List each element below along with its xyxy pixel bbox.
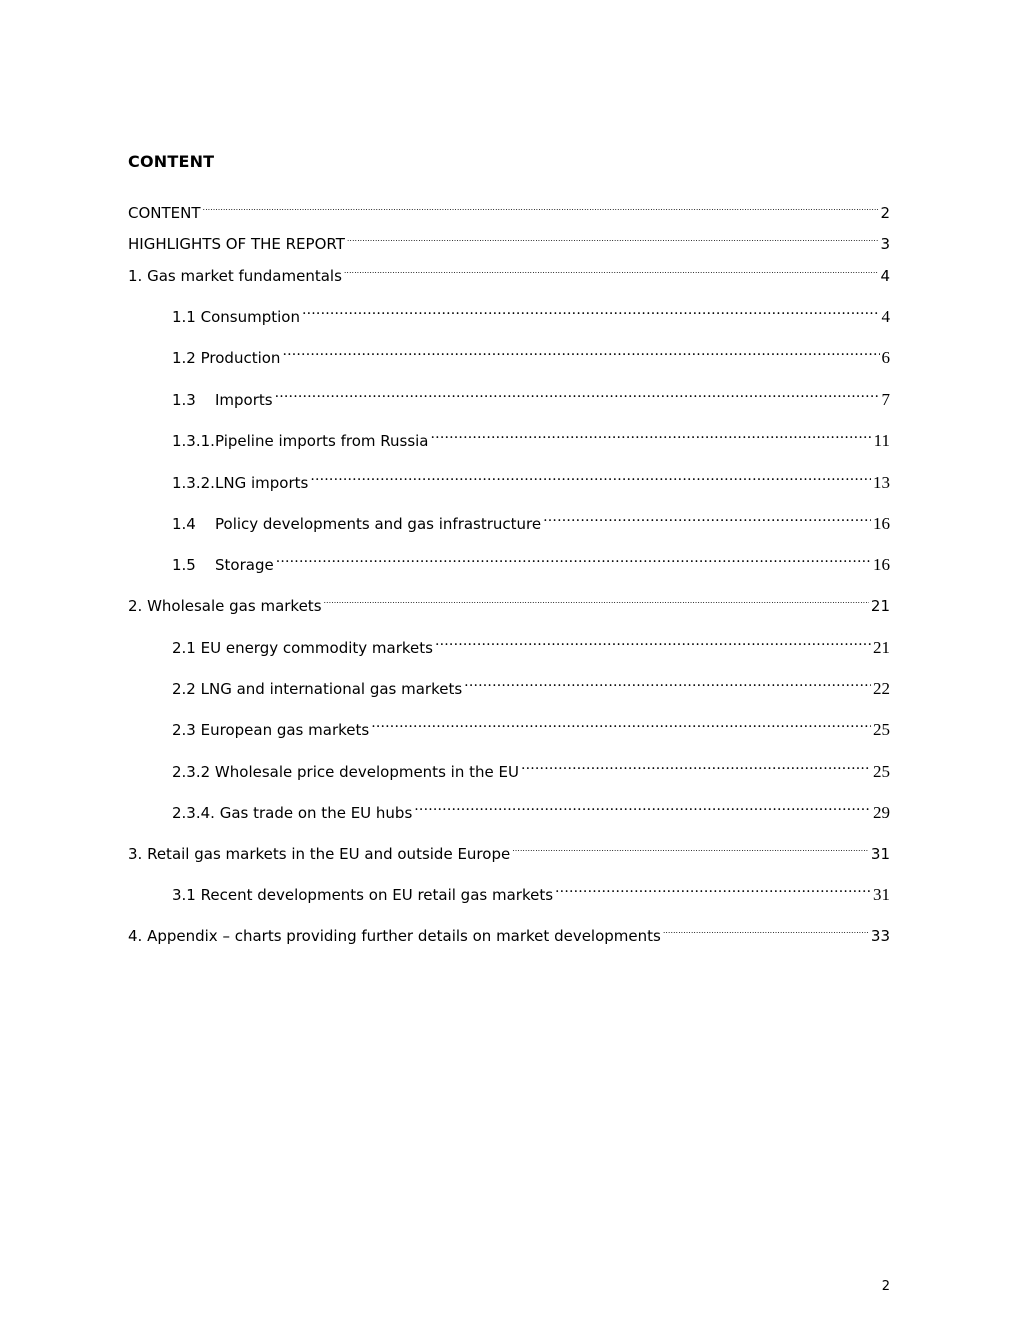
toc-entry-page: 21 [873,638,890,657]
toc-entry-label: 2.2 LNG and international gas markets [172,680,463,698]
toc-entry-page: 31 [873,885,890,904]
toc-entry-label: 2. Wholesale gas markets [128,597,322,615]
toc-entry-lng-international[interactable] [172,670,890,698]
toc-entry-page: 4 [880,267,890,285]
leader-dots [324,587,869,611]
leader-dots [543,505,871,529]
toc-entry-label: 1.2 Production [172,349,281,367]
toc-entry-label: 4. Appendix – charts providing further details on market developments [128,927,661,945]
toc-entry-appendix[interactable] [128,917,890,945]
toc-entry-lng-imports[interactable] [172,464,890,492]
toc-entry-page: 29 [873,803,890,822]
toc-entry-label-wrap [172,471,308,495]
toc-entry-page: 2 [880,204,890,222]
toc-entry-page: 4 [881,307,890,326]
toc-entry-label-wrap [172,429,429,453]
toc-entry-label: 1.1 Consumption [172,308,300,326]
toc-entry-page: 16 [873,514,890,533]
toc-entry-page: 3 [880,235,890,253]
toc-entry-label: 3.1 Recent developments on EU retail gas markets [172,886,554,904]
toc-entry-label-wrap [172,388,273,412]
leader-dots [344,257,879,281]
toc-entry-label-wrap [172,512,541,536]
leader-dots [464,670,871,694]
toc-entry-label: 1. Gas market fundamentals [128,267,342,285]
leader-dots [203,194,879,218]
toc-heading: CONTENT [128,152,215,171]
leader-dots [512,835,869,859]
leader-dots [431,422,872,446]
toc-entry-imports[interactable] [172,381,890,409]
leader-dots [663,917,869,941]
toc-entry-wholesale-gas-markets[interactable] [128,587,890,615]
document-page [128,0,890,1320]
toc-entry-page: 22 [873,679,890,698]
leader-dots [371,711,871,735]
leader-dots [275,381,880,405]
toc-entry-european-gas-markets[interactable] [172,711,890,739]
toc-entry-number: 1.4 [172,515,196,533]
toc-entry-label: LNG imports [215,474,309,492]
toc-entry-gas-trade-hubs[interactable] [172,794,890,822]
toc-entry-label: CONTENT [128,204,201,222]
toc-entry-page: 25 [873,720,890,739]
toc-entry-label: Policy developments and gas infrastructure [215,515,542,533]
toc-entry-label: 2.3 European gas markets [172,721,370,739]
toc-entry-eu-energy-commodity[interactable] [172,629,890,657]
leader-dots [555,876,871,900]
toc-entry-label: 3. Retail gas markets in the EU and outside Europe [128,845,511,863]
toc-entry-consumption[interactable] [172,298,890,326]
toc-entry-label: Storage [215,556,274,574]
toc-entry-label: Pipeline imports from Russia [215,432,429,450]
toc-entry-wholesale-price[interactable] [172,753,890,781]
toc-entry-number: 1.3.1. [172,432,215,450]
toc-entry-production[interactable] [172,339,890,367]
toc-entry-page: 7 [881,390,890,409]
toc-entry-label-wrap [172,553,274,577]
leader-dots [435,629,871,653]
toc-entry-label: Imports [215,391,273,409]
leader-dots [347,225,879,249]
toc-entry-number: 1.3.2. [172,474,215,492]
leader-dots [276,546,871,570]
toc-entry-page: 33 [870,927,890,945]
toc-entry-page: 11 [873,431,890,450]
leader-dots [414,794,871,818]
toc-entry-page: 13 [873,473,890,492]
page-number: 2 [881,1279,890,1294]
toc-entry-policy-developments[interactable] [172,505,890,533]
leader-dots [521,753,871,777]
toc-entry-number: 1.5 [172,556,196,574]
leader-dots [310,464,871,488]
toc-entry-pipeline-imports[interactable] [172,422,890,450]
leader-dots [302,298,880,322]
leader-dots [282,339,879,363]
toc-entry-retail-developments[interactable] [172,876,890,904]
toc-entry-content[interactable] [128,194,890,222]
toc-entry-label: 2.3.2 Wholesale price developments in the EU [172,763,519,781]
toc-entry-gas-market-fundamentals[interactable] [128,257,890,285]
toc-entry-page: 6 [881,348,890,367]
toc-entry-number: 1.3 [172,391,196,409]
toc-entry-page: 31 [870,845,890,863]
toc-entry-page: 25 [873,762,890,781]
toc-entry-label: 2.1 EU energy commodity markets [172,639,433,657]
toc-entry-highlights[interactable] [128,225,890,253]
toc-entry-page: 16 [873,555,890,574]
toc-entry-page: 21 [870,597,890,615]
toc-entry-storage[interactable] [172,546,890,574]
toc-entry-retail-gas-markets[interactable] [128,835,890,863]
toc-entry-label: 2.3.4. Gas trade on the EU hubs [172,804,413,822]
toc-entry-label: HIGHLIGHTS OF THE REPORT [128,235,345,253]
